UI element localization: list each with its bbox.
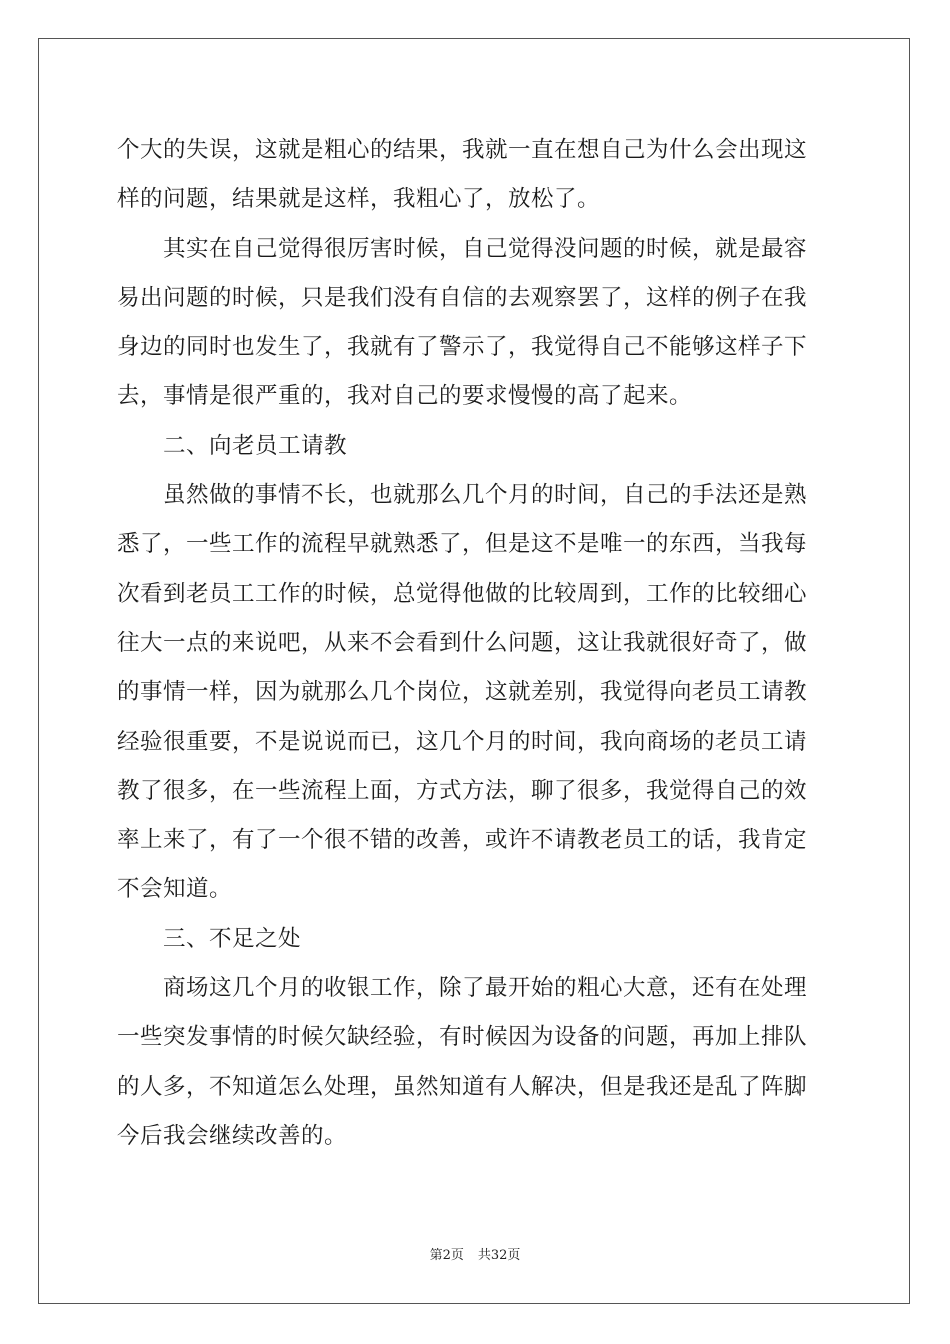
text-line: 的人多，不知道怎么处理，虽然知道有人解决，但是我还是乱了阵脚 (117, 1073, 808, 1100)
text-line: 次看到老员工工作的时候，总觉得他做的比较周到，工作的比较细心 (117, 580, 808, 607)
text-line: 教了很多，在一些流程上面，方式方法，聊了很多，我觉得自己的效 (117, 777, 808, 804)
text-line: 率上来了，有了一个很不错的改善，或许不请教老员工的话，我肯定 (117, 827, 808, 854)
text-line: 经验很重要，不是说说而已，这几个月的时间，我向商场的老员工请 (117, 728, 808, 755)
page-footer (0, 1247, 950, 1265)
text-line: 往大一点的来说吧，从来不会看到什么问题，这让我就很好奇了，做 (117, 629, 808, 656)
text-line: 悉了，一些工作的流程早就熟悉了，但是这不是唯一的东西，当我每 (117, 531, 808, 558)
text-line: 易出问题的时候，只是我们没有自信的去观察罢了，这样的例子在我 (117, 284, 808, 311)
text-line: 今后我会继续改善的。 (117, 1122, 348, 1149)
text-line: 不会知道。 (117, 876, 233, 903)
document-body (117, 126, 837, 1161)
text-line: 去，事情是很严重的，我对自己的要求慢慢的高了起来。 (117, 383, 693, 410)
text-line: 身边的同时也发生了，我就有了警示了，我觉得自己不能够这样子下 (117, 334, 808, 361)
text-line: 一些突发事情的时候欠缺经验，有时候因为设备的问题，再加上排队 (117, 1024, 808, 1051)
text-line: 虽然做的事情不长，也就那么几个月的时间，自己的手法还是熟 (117, 482, 808, 509)
text-line: 个大的失误，这就是粗心的结果，我就一直在想自己为什么会出现这 (117, 137, 808, 163)
page-number: 第2页 (429, 1248, 464, 1263)
text-line: 商场这几个月的收银工作，除了最开始的粗心大意，还有在处理 (117, 975, 808, 1002)
page-total: 共32页 (477, 1248, 521, 1263)
text-line: 的事情一样，因为就那么几个岗位，这就差别，我觉得向老员工请教 (117, 679, 808, 706)
section-heading: 三、不足之处 (117, 925, 302, 952)
text-line: 样的问题，结果就是这样，我粗心了，放松了。 (117, 186, 601, 213)
text-line: 其实在自己觉得很厉害时候，自己觉得没问题的时候，就是最容 (117, 235, 808, 262)
section-heading: 二、向老员工请教 (117, 432, 348, 459)
